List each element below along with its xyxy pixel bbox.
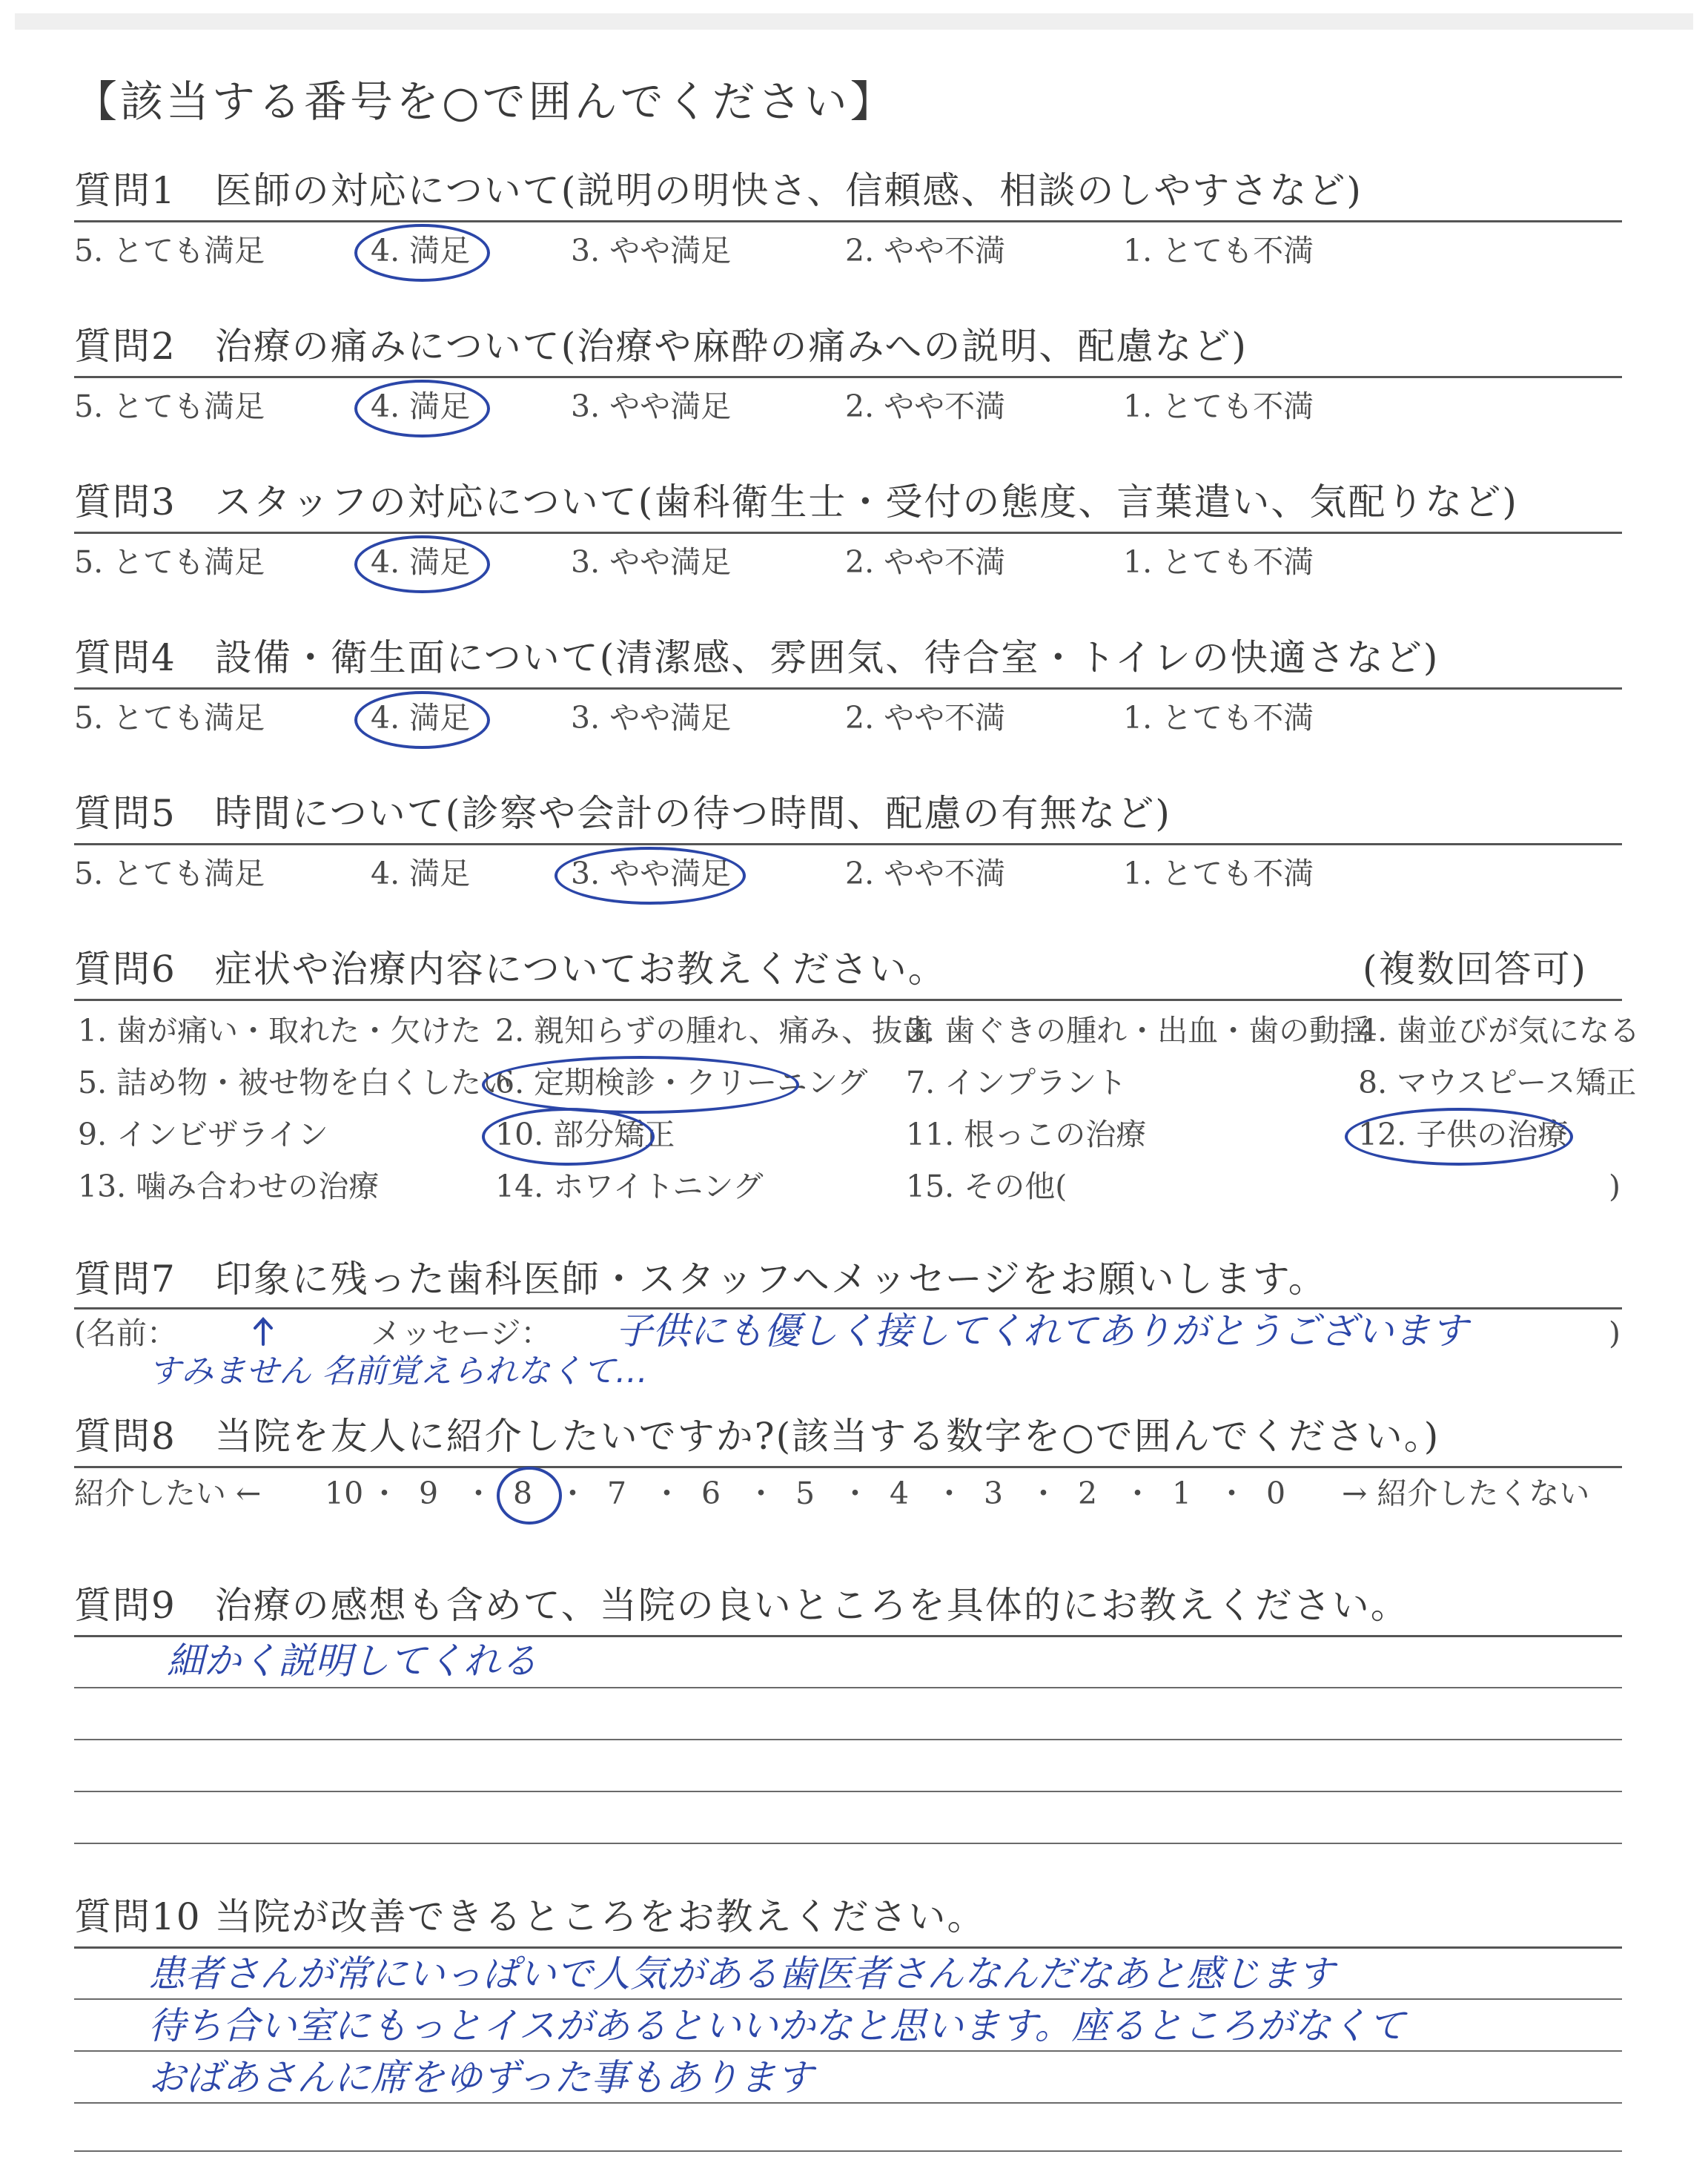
q6-option-9: 9. インビザライン: [78, 1117, 328, 1152]
q6-note: (複数回答可): [1363, 948, 1588, 991]
q2-option-5: 5. とても満足: [74, 389, 265, 424]
q8-separator: ・: [1122, 1476, 1153, 1511]
q5-option-3: 3. やや満足: [571, 856, 732, 891]
q10-answer-line: [74, 2102, 1622, 2104]
q4-option-4: 4. 満足: [371, 700, 471, 736]
q2-option-1: 1. とても不満: [1123, 389, 1314, 424]
q10-answer-line-1: 患者さんが常にいっぱいで人気がある歯医者さんなんだなあと感じます: [148, 1952, 1334, 1995]
q6-option-13: 13. 噛み合わせの治療: [78, 1169, 380, 1204]
q6-selected-circle-6: [482, 1056, 799, 1114]
q9-answer-handwriting: 細かく説明してくれる: [167, 1639, 537, 1682]
q6-option-3: 3. 歯ぐきの腫れ・出血・歯の動揺: [906, 1013, 1371, 1048]
q2-label: 質問2 治療の痛みについて(治療や麻酔の痛みへの説明、配慮など): [74, 325, 1248, 368]
q1-option-2: 2. やや不満: [845, 233, 1006, 268]
q8-scale-3: 3: [984, 1476, 1004, 1511]
q1-option-5: 5. とても満足: [74, 233, 265, 268]
q10-answer-line-2: 待ち合い室にもっとイスがあるといいかなと思います。座るところがなくて: [148, 2004, 1406, 2047]
q6-option-6: 6. 定期検診・クリーニング: [495, 1065, 868, 1100]
q6-option-8: 8. マウスピース矯正: [1358, 1065, 1637, 1100]
q5-option-5: 5. とても満足: [74, 856, 265, 891]
q3-option-1: 1. とても不満: [1123, 544, 1314, 580]
q8-separator: ・: [1028, 1476, 1059, 1511]
q1-label: 質問1 医師の対応について(説明の明快さ、信頼感、相談のしやすさなど): [74, 169, 1363, 212]
q8-separator: ・: [557, 1476, 588, 1511]
q1-option-3: 3. やや満足: [571, 233, 732, 268]
q10-label: 質問10 当院が改善できるところをお教えください。: [74, 1895, 986, 1938]
q4-rule: [74, 687, 1622, 690]
q6-option-close-paren: ): [1609, 1169, 1621, 1204]
q8-right-label: → 紹介したくない: [1342, 1476, 1590, 1511]
scan-top-band: [15, 13, 1693, 30]
q9-answer-line: [74, 1791, 1622, 1792]
q8-separator: ・: [934, 1476, 964, 1511]
q2-option-2: 2. やや不満: [845, 389, 1006, 424]
q2-option-3: 3. やや満足: [571, 389, 732, 424]
q7-message-label: メッセージ：: [371, 1315, 552, 1351]
q8-separator: ・: [463, 1476, 494, 1511]
q2-option-4: 4. 満足: [371, 389, 471, 424]
q2-selected-circle: [354, 380, 490, 437]
q10-rule: [74, 1946, 1622, 1949]
q3-label: 質問3 スタッフの対応について(歯科衛生士・受付の態度、言葉遣い、気配りなど): [74, 480, 1518, 524]
q6-selected-circle-10: [482, 1108, 655, 1166]
q8-scale-2: 2: [1078, 1476, 1098, 1511]
q1-selected-circle: [354, 224, 490, 282]
q4-label: 質問4 設備・衛生面について(清潔感、雰囲気、待合室・トイレの快適さなど): [74, 636, 1440, 679]
q8-scale-7: 7: [607, 1476, 627, 1511]
q7-name-note-handwriting: すみません 名前覚えられなくて…: [148, 1353, 648, 1390]
q4-option-3: 3. やや満足: [571, 700, 732, 736]
q8-scale-0: 0: [1266, 1476, 1286, 1511]
q7-name-label: (名前：: [74, 1315, 177, 1351]
q6-option-14: 14. ホワイトニング: [495, 1169, 764, 1204]
q5-rule: [74, 843, 1622, 845]
q10-answer-line: [74, 1998, 1622, 2000]
q9-answer-line: [74, 1843, 1622, 1844]
q8-label: 質問8 当院を友人に紹介したいですか?(該当する数字を○で囲んでください。): [74, 1415, 1440, 1458]
q8-separator: ・: [1217, 1476, 1247, 1511]
q5-label: 質問5 時間について(診察や会計の待つ時間、配慮の有無など): [74, 792, 1171, 835]
q5-option-4: 4. 満足: [371, 856, 471, 891]
q6-option-5: 5. 詰め物・被せ物を白くしたい: [78, 1065, 512, 1100]
q6-option-7: 7. インプラント: [906, 1065, 1128, 1100]
q3-option-2: 2. やや不満: [845, 544, 1006, 580]
q10-answer-line: [74, 2150, 1622, 2152]
q8-separator: ・: [746, 1476, 776, 1511]
q3-selected-circle: [354, 535, 490, 593]
q9-answer-line: [74, 1739, 1622, 1740]
q10-answer-line: [74, 2050, 1622, 2052]
q8-scale-8: 8: [513, 1476, 533, 1511]
q9-rule: [74, 1635, 1622, 1637]
q3-option-4: 4. 満足: [371, 544, 471, 580]
q7-close-paren: ): [1609, 1315, 1621, 1351]
q8-separator: ・: [652, 1476, 682, 1511]
q6-option-4: 4. 歯並びが気になる: [1358, 1013, 1641, 1048]
q6-label: 質問6 症状や治療内容についてお教えください。: [74, 948, 947, 991]
q5-option-1: 1. とても不満: [1123, 856, 1314, 891]
q2-rule: [74, 376, 1622, 378]
q1-option-4: 4. 満足: [371, 233, 471, 268]
q8-scale-4: 4: [890, 1476, 910, 1511]
q8-separator: ・: [840, 1476, 870, 1511]
q6-option-11: 11. 根っこの治療: [906, 1117, 1147, 1152]
q6-option-15: 15. その他(: [906, 1169, 1068, 1204]
q4-selected-circle: [354, 691, 490, 749]
q8-scale-6: 6: [701, 1476, 721, 1511]
q6-rule: [74, 999, 1622, 1001]
q5-option-2: 2. やや不満: [845, 856, 1006, 891]
q8-scale-9: 9: [419, 1476, 439, 1511]
q4-option-2: 2. やや不満: [845, 700, 1006, 736]
q4-option-1: 1. とても不満: [1123, 700, 1314, 736]
q3-option-5: 5. とても満足: [74, 544, 265, 580]
q7-label: 質問7 印象に残った歯科医師・スタッフへメッセージをお願いします。: [74, 1258, 1327, 1301]
q3-rule: [74, 532, 1622, 534]
q8-scale-10: 10: [325, 1476, 364, 1511]
up-arrow-icon: [252, 1316, 274, 1346]
q10-answer-line-3: おばあさんに席をゆずった事もあります: [148, 2056, 813, 2099]
q6-option-12: 12. 子供の治療: [1358, 1117, 1569, 1152]
q8-separator: ・: [369, 1476, 400, 1511]
q8-left-label: 紹介したい ←: [74, 1476, 262, 1511]
q6-option-2: 2. 親知らずの腫れ、痛み、抜歯: [495, 1013, 933, 1048]
q1-option-1: 1. とても不満: [1123, 233, 1314, 268]
q9-label: 質問9 治療の感想も含めて、当院の良いところを具体的にお教えください。: [74, 1584, 1409, 1627]
q8-scale-5: 5: [795, 1476, 815, 1511]
q7-message-handwriting: 子供にも優しく接してくれてありがとうございます: [615, 1309, 1468, 1353]
q3-option-3: 3. やや満足: [571, 544, 732, 580]
q6-selected-circle-12: [1345, 1108, 1573, 1166]
q1-rule: [74, 220, 1622, 222]
q8-scale-1: 1: [1172, 1476, 1192, 1511]
q8-selected-circle: [497, 1467, 562, 1525]
q6-option-10: 10. 部分矯正: [495, 1117, 675, 1152]
q8-rule: [74, 1466, 1622, 1468]
q6-option-1: 1. 歯が痛い・取れた・欠けた: [78, 1013, 482, 1048]
page-title: 【該当する番号を○で囲んでください】: [74, 76, 896, 127]
q5-selected-circle: [555, 847, 746, 905]
q9-answer-line: [74, 1687, 1622, 1688]
q4-option-5: 5. とても満足: [74, 700, 265, 736]
